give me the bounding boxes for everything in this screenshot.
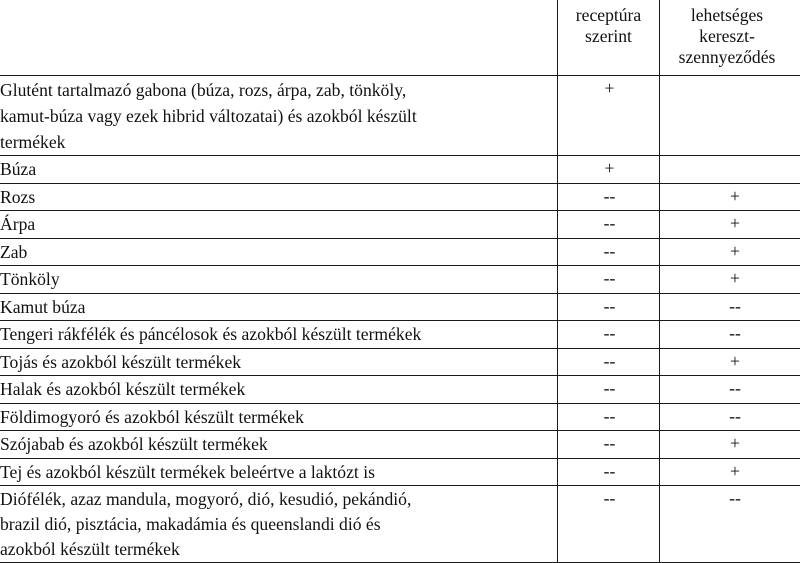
allergen-name-line: Glutént tartalmazó gabona (búza, rozs, árpa, zab, tönköly,: [0, 80, 406, 100]
allergen-name-line: Rozs: [0, 187, 35, 207]
allergen-name-line: Tengeri rákfélék és páncélosok és azokból készült termékek: [0, 324, 421, 344]
header-recipe-line: receptúra: [576, 5, 641, 25]
recipe-mark-cell: +: [558, 76, 660, 156]
allergen-name-cell: [0, 156, 558, 184]
cross-contamination-mark-cell: +: [660, 211, 800, 239]
cross-contamination-mark-cell: +: [660, 266, 800, 294]
table-row: [0, 293, 800, 321]
allergen-name-cell: [0, 321, 558, 349]
table-row: [0, 211, 800, 239]
cross-contamination-mark-cell: --: [660, 486, 800, 563]
allergen-name-line: Zab: [0, 242, 27, 262]
allergen-name-cell: [0, 458, 558, 486]
allergen-name-line: Búza: [0, 159, 36, 179]
allergen-name-line: Diófélék, azaz mandula, mogyoró, dió, kesudió, pekándió,: [0, 489, 411, 509]
recipe-mark-cell: --: [558, 486, 660, 563]
allergen-name-cell: [0, 211, 558, 239]
allergen-name-line: Földimogyoró és azokból készült termékek: [0, 407, 304, 427]
table-row: [0, 76, 800, 156]
recipe-mark-cell: +: [558, 156, 660, 184]
recipe-mark-cell: --: [558, 348, 660, 376]
allergen-name-cell: [0, 76, 558, 156]
table-row: [0, 348, 800, 376]
allergen-name-line: Szójabab és azokból készült termékek: [0, 434, 268, 454]
allergen-name-line: brazil dió, pisztácia, makadámia és queenslandi dió és: [0, 514, 381, 534]
cross-contamination-mark-cell: [660, 156, 800, 184]
table-header-row: [0, 0, 800, 76]
allergen-name-line: Tönköly: [0, 269, 60, 289]
allergen-name-cell: [0, 486, 558, 563]
recipe-mark-cell: --: [558, 211, 660, 239]
recipe-mark-cell: --: [558, 458, 660, 486]
recipe-mark-cell: --: [558, 238, 660, 266]
cross-contamination-mark-cell: [660, 76, 800, 156]
header-cross-line: kereszt-: [699, 26, 755, 46]
table-row: [0, 431, 800, 459]
recipe-mark-cell: --: [558, 321, 660, 349]
header-recipe-line: szerint: [585, 26, 632, 46]
table-row: [0, 321, 800, 349]
allergen-name-line: kamut-búza vagy ezek hibrid változatai) és azokból készült: [0, 106, 417, 126]
table-row: [0, 376, 800, 404]
recipe-mark-cell: --: [558, 293, 660, 321]
table-row: [0, 266, 800, 294]
header-cell-recipe: [558, 0, 660, 76]
allergen-name-cell: [0, 431, 558, 459]
allergen-name-line: Tej és azokból készült termékek beleértve a laktózt is: [0, 462, 375, 482]
header-cross-line: lehetséges: [691, 5, 763, 25]
header-cell-cross-contamination: [660, 0, 800, 76]
table-row: [0, 183, 800, 211]
recipe-mark-cell: --: [558, 183, 660, 211]
recipe-mark-cell: --: [558, 376, 660, 404]
allergen-name-cell: [0, 348, 558, 376]
allergen-name-line: Halak és azokból készült termékek: [0, 379, 245, 399]
table-row: [0, 458, 800, 486]
cross-contamination-mark-cell: --: [660, 321, 800, 349]
cross-contamination-mark-cell: --: [660, 376, 800, 404]
table-row: [0, 238, 800, 266]
header-cell-name: [0, 0, 558, 76]
cross-contamination-mark-cell: +: [660, 431, 800, 459]
recipe-mark-cell: --: [558, 431, 660, 459]
allergen-name-cell: [0, 266, 558, 294]
table-row: [0, 486, 800, 563]
cross-contamination-mark-cell: --: [660, 403, 800, 431]
cross-contamination-mark-cell: +: [660, 348, 800, 376]
cross-contamination-mark-cell: --: [660, 293, 800, 321]
allergen-name-cell: [0, 293, 558, 321]
allergen-name-line: Árpa: [0, 214, 35, 234]
cross-contamination-mark-cell: +: [660, 183, 800, 211]
allergen-name-line: azokból készült termékek: [0, 539, 180, 559]
allergen-name-line: Tojás és azokból készült termékek: [0, 352, 241, 372]
table-row: [0, 403, 800, 431]
allergen-name-cell: [0, 376, 558, 404]
recipe-mark-cell: --: [558, 403, 660, 431]
header-cross-line: szennyeződés: [679, 47, 776, 67]
allergen-name-cell: [0, 238, 558, 266]
allergen-name-cell: [0, 183, 558, 211]
allergen-name-cell: [0, 403, 558, 431]
cross-contamination-mark-cell: +: [660, 458, 800, 486]
cross-contamination-mark-cell: +: [660, 238, 800, 266]
allergen-name-line: termékek: [0, 132, 65, 152]
table-body: [0, 76, 800, 563]
allergen-name-line: Kamut búza: [0, 297, 86, 317]
recipe-mark-cell: --: [558, 266, 660, 294]
table-row: [0, 156, 800, 184]
